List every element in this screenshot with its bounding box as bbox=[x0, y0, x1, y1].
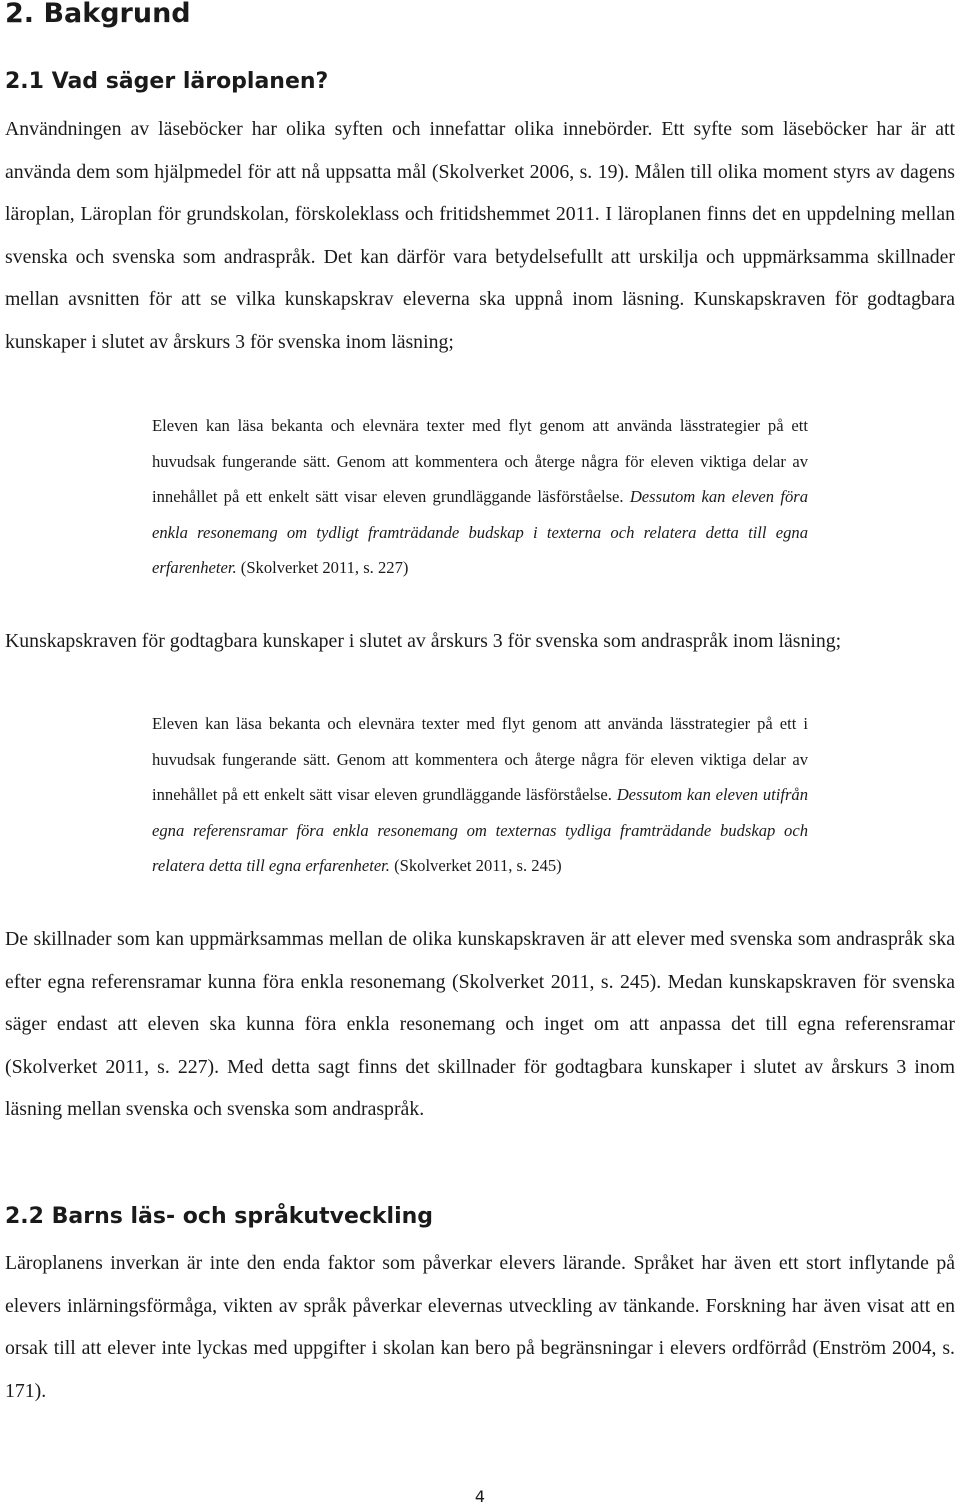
paragraph-andrasprak-intro: Kunskapskraven för godtagbara kunskaper i slutet av årskurs 3 för svenska som andraspråk inom läsning; bbox=[5, 630, 842, 652]
quote-citation: (Skolverket 2011, s. 245) bbox=[389, 856, 562, 875]
block-quote-svenska bbox=[152, 408, 808, 586]
paragraph-skillnader: De skillnader som kan uppmärksammas mellan de olika kunskapskraven är att elever med svenska som andraspråk ska efter egna referensramar kunna föra enkla resonemang (Skolverket 2011, s. 245). Medan kunskapskraven för svenska säger endast att eleven ska kunna föra enkla resonemang och inget om att anpassa det till egna referensramar (Skolverket 2011, s. 227). Med detta sagt finns det skillnader för godtagbara kunskaper i slutet av årskurs 3 inom läsning mellan svenska och svenska som andraspråk. bbox=[5, 928, 955, 1121]
chapter-heading: 2. Bakgrund bbox=[5, 0, 191, 29]
page-number: 4 bbox=[474, 1487, 486, 1506]
block-quote-andrasprak bbox=[152, 706, 808, 884]
quote-text: Eleven kan läsa bekanta och elevnära texter med flyt genom att använda lässtrategier på ett huvudsak fungerande sätt. Genom att kommentera och återge några för eleven viktiga delar av innehållet på ett enkelt sätt visar eleven grundläggande läsförståelse. bbox=[152, 416, 808, 506]
paragraph-intro: Användningen av läseböcker har olika syften och innefattar olika innebörder. Ett syfte som läseböcker har är att använda dem som hjälpmedel för att nå uppsatta mål (Skolverket 2006, s. 19). Målen till olika moment styrs av dagens läroplan, Läroplan för grundskolan, förskoleklass och fritidshemmet 2011. I läroplanen finns det en uppdelning mellan svenska och svenska som andraspråk. Det kan därför vara betydelsefullt att urskilja och uppmärksamma skillnader mellan avsnitten för att se vilka kunskapskrav eleverna ska uppnå inom läsning. Kunskapskraven för godtagbara kunskaper i slutet av årskurs 3 för svenska inom läsning; bbox=[5, 118, 955, 353]
section-heading-2-1: 2.1 Vad säger läroplanen? bbox=[5, 69, 329, 94]
section-heading-2-2: 2.2 Barns läs- och språkutveckling bbox=[5, 1204, 434, 1229]
quote-italic-text: Dessutom kan eleven föra enkla resonemang om tydligt framträdande budskap i texterna och relatera detta till egna erfarenheter. bbox=[152, 487, 808, 577]
quote-text: Eleven kan läsa bekanta och elevnära texter med flyt genom att använda lässtrategier på ett i huvudsak fungerande sätt. Genom att kommentera och återge några för eleven viktiga delar av innehållet på ett enkelt sätt visar eleven grundläggande läsförståelse. bbox=[152, 714, 808, 804]
quote-citation: (Skolverket 2011, s. 227) bbox=[236, 558, 409, 577]
quote-italic-text: Dessutom kan eleven utifrån egna referensramar föra enkla resonemang om texternas tydliga framträdande budskap och relatera detta till egna erfarenheter. bbox=[152, 785, 809, 875]
paragraph-sprakutveckling: Läroplanens inverkan är inte den enda faktor som påverkar elevers lärande. Språket har även ett stort inflytande på elevers inlärningsförmåga, vikten av språk påverkar elevernas utveckling av tänkande. Forskning har även visat att en orsak till att elever inte lyckas med uppgifter i skolan kan bero på begränsningar i elevers ordförråd (Enström 2004, s. 171). bbox=[5, 1252, 955, 1402]
